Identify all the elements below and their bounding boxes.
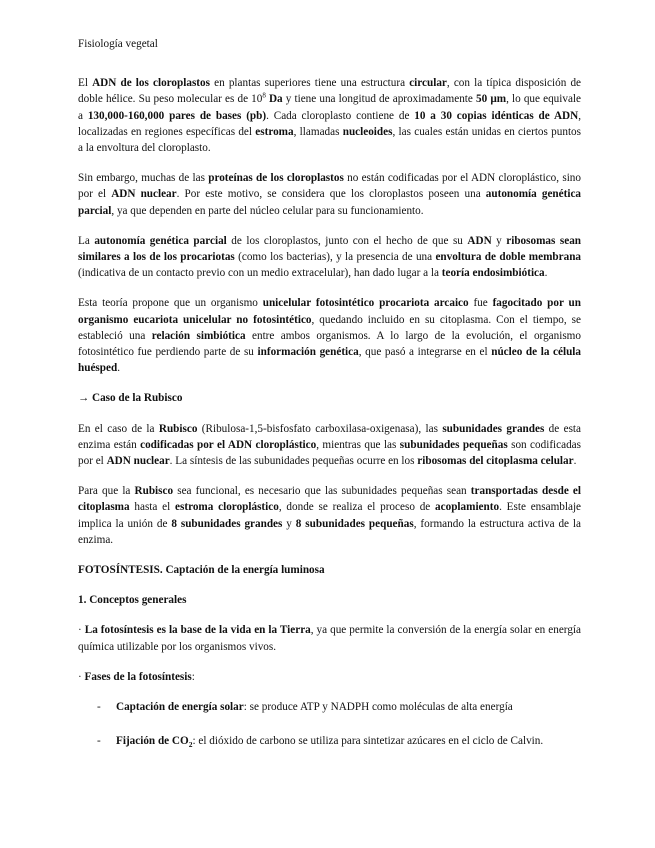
document-page [78, 36, 581, 768]
bold-text: información genética [257, 346, 359, 359]
text: En el caso de la [78, 422, 159, 435]
subscript: 2 [188, 740, 193, 750]
text: El [78, 77, 93, 90]
bold-text: codificadas por el ADN cloroplástico [140, 438, 317, 451]
bold-text: núcleo de la célula huésped [78, 346, 582, 375]
bold-text: acoplamiento [435, 501, 500, 514]
bold-text: envoltura de doble membrana [435, 251, 582, 264]
text: , llamadas [293, 125, 343, 138]
bold-text: ribosomas sean similares a los de los procariotas [78, 234, 582, 264]
text: , ya que permite la conversión de la energía solar en energía química utilizable por los organismos vivos. [78, 624, 581, 653]
dash-mark: - [97, 701, 101, 714]
bold-text [116, 735, 193, 750]
fotosintesis-heading [78, 562, 581, 578]
bullet-item-fotosintesis-base [78, 622, 581, 654]
paragraph-proteinas [78, 170, 581, 219]
text: entre ambos organismos. A lo largo de la evolución, el organismo fotosintético fue perdiendo parte de su [78, 329, 581, 359]
bold-text: circular [409, 77, 447, 90]
text: fue [468, 297, 493, 310]
bold-text: Captación de energía solar [116, 701, 244, 714]
text: . Por este motivo, se considera que los cloroplastos poseen una [176, 188, 486, 201]
bold-text: autonomía genética parcial [94, 234, 227, 247]
text: y [491, 234, 507, 247]
text: , donde se realiza el proceso de [278, 501, 436, 514]
text: , que pasó a integrarse en el [358, 346, 492, 359]
paragraph-rubisco-subunidades [78, 421, 581, 470]
text: , mientras que las [316, 438, 400, 451]
paragraph-autonomia [78, 233, 581, 282]
bold-text: Fases de la fotosíntesis [84, 670, 192, 683]
bold-text: autonomía genética parcial [78, 188, 582, 217]
bullet-item-fases [78, 669, 581, 685]
text: , lo que equivale a [78, 93, 582, 122]
bold-text: teoría endosimbiótica [441, 267, 545, 280]
bold-text: unicelular fotosintético procariota arcaico [262, 297, 469, 310]
page-header: Fisiología vegetal [78, 38, 158, 50]
heading-text: → Caso de la Rubisco [78, 392, 183, 405]
bold-text: La fotosíntesis es la base de la vida en la Tierra [84, 624, 311, 637]
bold-text: subunidades pequeñas [399, 438, 508, 451]
rubisco-heading [78, 390, 581, 406]
dash-mark: - [97, 735, 101, 748]
text: de esta enzima están [78, 422, 582, 451]
paragraph-teoria [78, 295, 581, 376]
text: , localizadas en regiones específicas del [78, 109, 581, 138]
text: no están codificadas por el ADN cloroplástico, sino por el [78, 172, 581, 201]
bold-text: ADN [467, 234, 492, 247]
text: La [78, 234, 95, 247]
text: : el dióxido de carbono se utiliza para sintetizar azúcares en el ciclo de Calvin. [192, 735, 544, 748]
text: (indicativa de un contacto previo con un medio extracelular), han dado lugar a la [78, 267, 442, 280]
text: : se produce ATP y NADPH como moléculas de alta energía [243, 701, 513, 714]
bold-text: nucleoides [342, 125, 393, 138]
list-item-captacion [78, 699, 581, 715]
bold-text: transportadas desde el citoplasma [78, 485, 581, 514]
bullet-mark: · [78, 624, 85, 637]
list-item-fijacion [78, 733, 581, 749]
text: , ya que dependen en parte del núcleo celular para su funcionamiento. [111, 204, 424, 217]
bold-text: subunidades grandes [442, 422, 545, 435]
bold-text: 130,000-160,000 pares de bases (pb) [87, 109, 267, 122]
text: , formando la estructura activa de la enzima. [78, 517, 581, 546]
superscript: 8 [262, 91, 266, 100]
text: . [117, 362, 120, 375]
text: Esta teoría propone que un organismo [78, 297, 263, 310]
bold-text: Rubisco [134, 485, 174, 498]
text: son codificadas por el [78, 438, 581, 468]
text: . Cada cloroplasto contiene de [266, 109, 415, 122]
text: . La síntesis de las subunidades pequeñas ocurre en los [169, 455, 418, 468]
text: . [544, 267, 548, 280]
text: . [573, 455, 577, 468]
bold-text: ADN de los cloroplastos [92, 77, 210, 90]
conceptos-heading [78, 592, 581, 608]
text: : [191, 670, 195, 683]
text: sea funcional, es necesario que las subunidades pequeñas sean [173, 485, 471, 498]
text: y tiene una longitud de aproximadamente [282, 93, 477, 106]
text: Para que la [78, 485, 135, 498]
bold-text: ADN nuclear [111, 188, 177, 201]
bold-text: 10 a 30 copias idénticas de ADN [414, 109, 579, 122]
text: , con la típica disposición de doble hélice. Su peso molecular es de 10 [78, 77, 582, 106]
text: Fijación de CO [116, 735, 189, 748]
text: (Ribulosa-1,5-bisfosfato carboxilasa-oxigenasa), las [197, 422, 443, 435]
bold-text: relación simbiótica [151, 329, 246, 342]
bold-text: 50 µm [476, 93, 507, 106]
heading-text: FOTOSÍNTESIS. Captación de la energía luminosa [78, 564, 325, 577]
paragraph-adn-cloroplastos [78, 75, 581, 156]
text: Sin embargo, muchas de las [78, 172, 209, 185]
bold-text: proteínas de los cloroplastos [208, 172, 344, 185]
bold-text: Da [268, 93, 283, 106]
text: (como los bacterias), y la presencia de una [234, 251, 436, 264]
bold-text: Rubisco [158, 422, 198, 435]
paragraph-rubisco-ensamblaje [78, 483, 581, 548]
text: , quedando incluido en su citoplasma. Con el tiempo, se estableció una [78, 313, 581, 342]
bold-text: fagocitado por un organismo eucariota unicelular no fotosintético [78, 297, 581, 326]
heading-text: 1. Conceptos generales [78, 594, 187, 607]
text: de los cloroplastos, junto con el hecho de que su [226, 234, 468, 247]
bold-text: ribosomas del citoplasma celular [417, 455, 574, 468]
text: hasta el [129, 501, 176, 514]
text: . Este ensamblaje implica la unión de [78, 501, 582, 530]
bold-text: estroma [255, 125, 294, 138]
text: en plantas superiores tiene una estructura [209, 77, 410, 90]
bullet-mark: · [78, 670, 85, 683]
text: , las cuales están unidas en ciertos puntos a la envoltura del cloroplasto. [78, 125, 581, 155]
bold-text: estroma cloroplástico [175, 501, 279, 514]
bold-text: 8 subunidades pequeñas [295, 517, 414, 530]
bold-text: ADN nuclear [106, 455, 170, 468]
bold-text: 8 subunidades grandes [171, 517, 283, 530]
text: y [282, 517, 296, 530]
